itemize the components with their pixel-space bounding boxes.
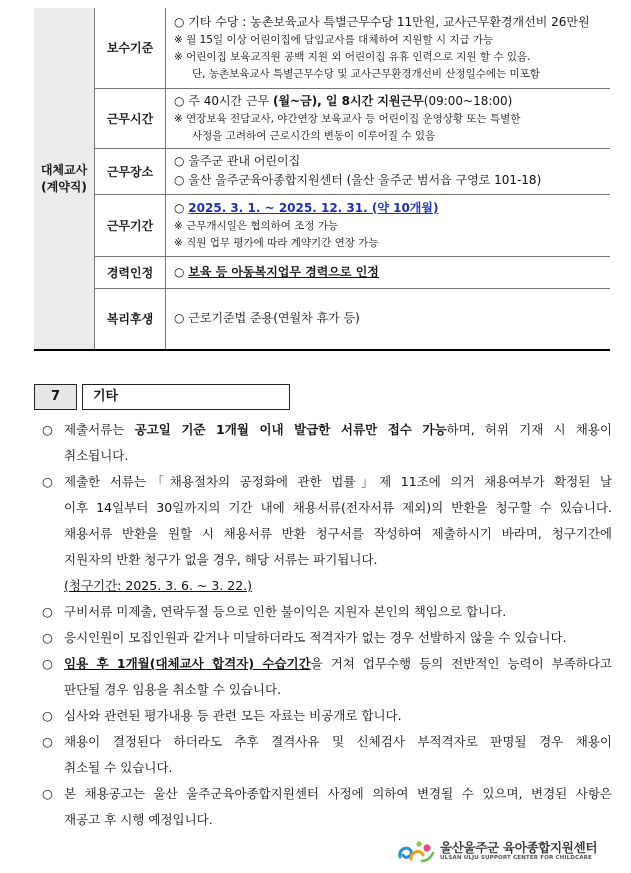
content-location <box>166 148 611 194</box>
period-dates: 2025. 3. 1. ~ 2025. 12. 31. (약 10개월) <box>188 200 439 215</box>
bullet-icon: ○ <box>42 474 53 489</box>
label-period: 근무기간 <box>95 194 166 256</box>
probation-bold: 임용 후 1개월(대체교사 합격자) 수습기간 <box>64 656 311 671</box>
bullet-icon: ○ <box>42 734 53 749</box>
hours-bold: (월~금), 일 8시간 지원근무 <box>272 93 424 108</box>
career-main: ○ 보육 등 아동복지업무 경력으로 인정 <box>174 264 379 279</box>
note-probation: ○ 임용 후 1개월(대체교사 합격자) 수습기간을 거쳐 업무수행 등의 전반적인 능력이 부족하다고 판단될 경우 임용을 취소할 수 있습니다. <box>42 651 612 703</box>
section-title: 기타 <box>82 384 290 410</box>
role-cell <box>34 8 95 350</box>
org-name-english: ULSAN ULJU SUPPORT CENTER FOR CHILDCARE <box>440 855 592 861</box>
content-salary <box>166 8 611 88</box>
bullet-icon: ○ <box>42 656 53 671</box>
bullet-icon: ○ <box>42 604 53 619</box>
label-salary: 보수기준 <box>95 8 166 88</box>
label-career: 경력인정 <box>95 256 166 288</box>
note-missing-docs: ○ 구비서류 미제출, 연락두절 등으로 인한 불이익은 지원자 본인의 책임으로 합니다. <box>42 599 612 625</box>
content-career <box>166 256 611 288</box>
content-period <box>166 194 611 256</box>
content-welfare <box>166 288 611 350</box>
role-type: (계약직) <box>41 179 87 194</box>
row-welfare <box>34 288 610 350</box>
bullet-icon: ○ <box>42 422 53 437</box>
label-hours: 근무시간 <box>95 88 166 148</box>
content-hours <box>166 88 611 148</box>
notes-list <box>42 417 612 833</box>
salary-note-1: ※ 월 15일 이상 어린이집에 담임교사를 대체하여 지원할 시 지급 가능 <box>174 33 494 46</box>
location-2: ○ 울산 울주군육아종합지원센터 (울산 울주군 범서읍 구영로 101-18) <box>174 173 542 187</box>
row-location <box>34 148 610 194</box>
role-title: 대체교사 <box>40 162 88 177</box>
note-documents: ○ 제출서류는 공고일 기준 1개월 이내 발급한 서류만 접수 가능하며, 허위 기재 시 채용이 취소됩니다. <box>42 417 612 469</box>
salary-note-2: ※ 어린이집 보육교직원 공백 지원 외 어린이집 유휴 인력으로 지원 할 수 있음. <box>174 50 531 63</box>
period-note-2: ※ 직원 업무 평가에 따라 계약기간 연장 가능 <box>174 236 379 249</box>
logo-mark-icon <box>396 839 436 865</box>
recruitment-conditions-table <box>34 8 610 351</box>
bullet-icon: ○ <box>42 786 53 801</box>
bullet-icon: ○ <box>42 708 53 723</box>
hours-note-2: 사정을 고려하여 근로시간의 변동이 이루어질 수 있음 <box>192 129 436 142</box>
note-documents-bold: 공고일 기준 1개월 이내 발급한 서류만 접수 가능 <box>134 422 447 437</box>
row-salary <box>34 8 610 88</box>
salary-allowance: ○ 기타 수당 : 농촌보육교사 특별근무수당 11만원, 교사근무환경개선비 26만원 <box>174 14 590 29</box>
org-name-korean: 울산울주군 육아종합지원센터 <box>440 840 598 855</box>
hours-main: ○ 주 40시간 근무 (월~금), 일 8시간 지원근무(09:00~18:00) <box>174 93 513 108</box>
center-logo <box>396 837 608 867</box>
note-confidential: ○ 심사와 관련된 평가내용 등 관련 모든 자료는 비공개로 합니다. <box>42 703 612 729</box>
note-applicants: ○ 응시인원이 모집인원과 같거나 미달하더라도 적격자가 없는 경우 선발하지 않을 수 있습니다. <box>42 625 612 651</box>
location-1: ○ 울주군 관내 어린이집 <box>174 154 301 168</box>
section-number: 7 <box>34 384 77 410</box>
salary-note-3: 단, 농촌보육교사 특별근무수당 및 교사근무환경개선비 산정일수에는 미포함 <box>192 67 540 80</box>
career-bold: 보육 등 아동복지업무 경력으로 인정 <box>188 264 379 279</box>
claim-period: (청구기간: 2025. 3. 6. ~ 3. 22.) <box>64 578 253 593</box>
note-changes: ○ 본 채용공고는 울산 울주군육아종합지원센터 사정에 의하여 변경될 수 있으며, 변경된 사항은 재공고 후 시행 예정입니다. <box>42 781 612 833</box>
row-hours <box>34 88 610 148</box>
row-career <box>34 256 610 288</box>
label-location: 근무장소 <box>95 148 166 194</box>
label-welfare: 복리후생 <box>95 288 166 350</box>
period-main: ○ 2025. 3. 1. ~ 2025. 12. 31. (약 10개월) <box>174 200 439 215</box>
hours-note-1: ※ 연장보육 전담교사, 야간연장 보육교사 등 어린이집 운영상황 또는 특별한 <box>174 112 521 125</box>
row-period <box>34 194 610 256</box>
note-disqualification: ○ 채용이 결정된다 하더라도 추후 결격사유 및 신체검사 부적격자로 판명될 경우 채용이 취소될 수 있습니다. <box>42 729 612 781</box>
bullet-icon: ○ <box>42 630 53 645</box>
note-document-return: ○ 제출한 서류는「채용절차의 공정화에 관한 법률」제 11조에 의거 채용여부가 확정된 날 이후 14일부터 30일까지의 기간 내에 채용서류(전자서류 제외)의 반환을 청구할 수 있습니다. 채용서류 반환을 원할 시 채용서류 반환 청구서를 작성하여 제출하시기 바라며, 청구기간에 지원자의 반환 청구가 없을 경우, 해당 서류는 파기됩니다. (청구기간: 2025. 3. 6. ~ 3. 22.) <box>42 469 612 599</box>
welfare-main: ○ 근로기준법 준용(연월차 휴가 등) <box>174 311 360 326</box>
period-note-1: ※ 근무개시일은 협의하여 조정 가능 <box>174 219 339 232</box>
